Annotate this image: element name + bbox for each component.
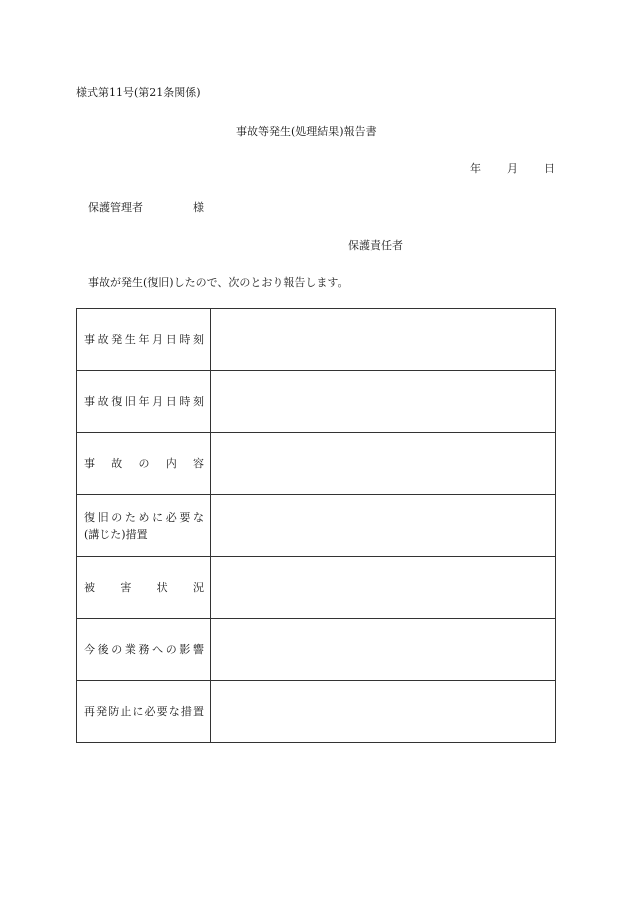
table-row <box>77 433 556 495</box>
row-label-text: 事故の内容 <box>84 457 204 470</box>
date-month: 月 <box>507 162 518 175</box>
addressee-suffix: 様 <box>193 201 204 214</box>
addressee-name: 保護管理者 <box>88 201 143 214</box>
row-label <box>77 309 211 371</box>
row-label-text: 再発防止に必要な措置 <box>84 705 204 718</box>
row-label-text: 今後の業務への影響 <box>84 643 204 656</box>
table-row <box>77 681 556 743</box>
row-value-cell[interactable] <box>211 681 556 743</box>
date-line <box>470 160 555 176</box>
table-row <box>77 557 556 619</box>
row-label <box>77 619 211 681</box>
row-label-text-line1: 復旧のために必要な <box>84 510 204 524</box>
intro-text: 事故が発生(復旧)したので、次のとおり報告します。 <box>88 276 349 289</box>
row-label <box>77 371 211 433</box>
table-row <box>77 495 556 557</box>
row-value-cell[interactable] <box>211 371 556 433</box>
addressee <box>88 199 204 215</box>
row-value-cell[interactable] <box>211 495 556 557</box>
date-day: 日 <box>544 162 555 175</box>
row-label <box>77 557 211 619</box>
document-title: 事故等発生(処理結果)報告書 <box>236 125 377 138</box>
row-label-text-line2: (講じた)措置 <box>84 527 148 541</box>
row-label <box>77 681 211 743</box>
date-year: 年 <box>470 162 481 175</box>
row-label-text: 事故復旧年月日時刻 <box>84 395 204 408</box>
report-table <box>76 308 556 743</box>
row-value-cell[interactable] <box>211 557 556 619</box>
table-row <box>77 619 556 681</box>
row-value-cell[interactable] <box>211 433 556 495</box>
row-label-text: 事故発生年月日時刻 <box>84 333 204 346</box>
reporter: 保護責任者 <box>348 239 403 252</box>
form-number: 様式第11号(第21条関係) <box>76 86 201 99</box>
table-row <box>77 309 556 371</box>
row-label-text: 被害状況 <box>84 581 204 594</box>
table-row <box>77 371 556 433</box>
row-value-cell[interactable] <box>211 619 556 681</box>
row-value-cell[interactable] <box>211 309 556 371</box>
row-label <box>77 495 211 557</box>
row-label <box>77 433 211 495</box>
